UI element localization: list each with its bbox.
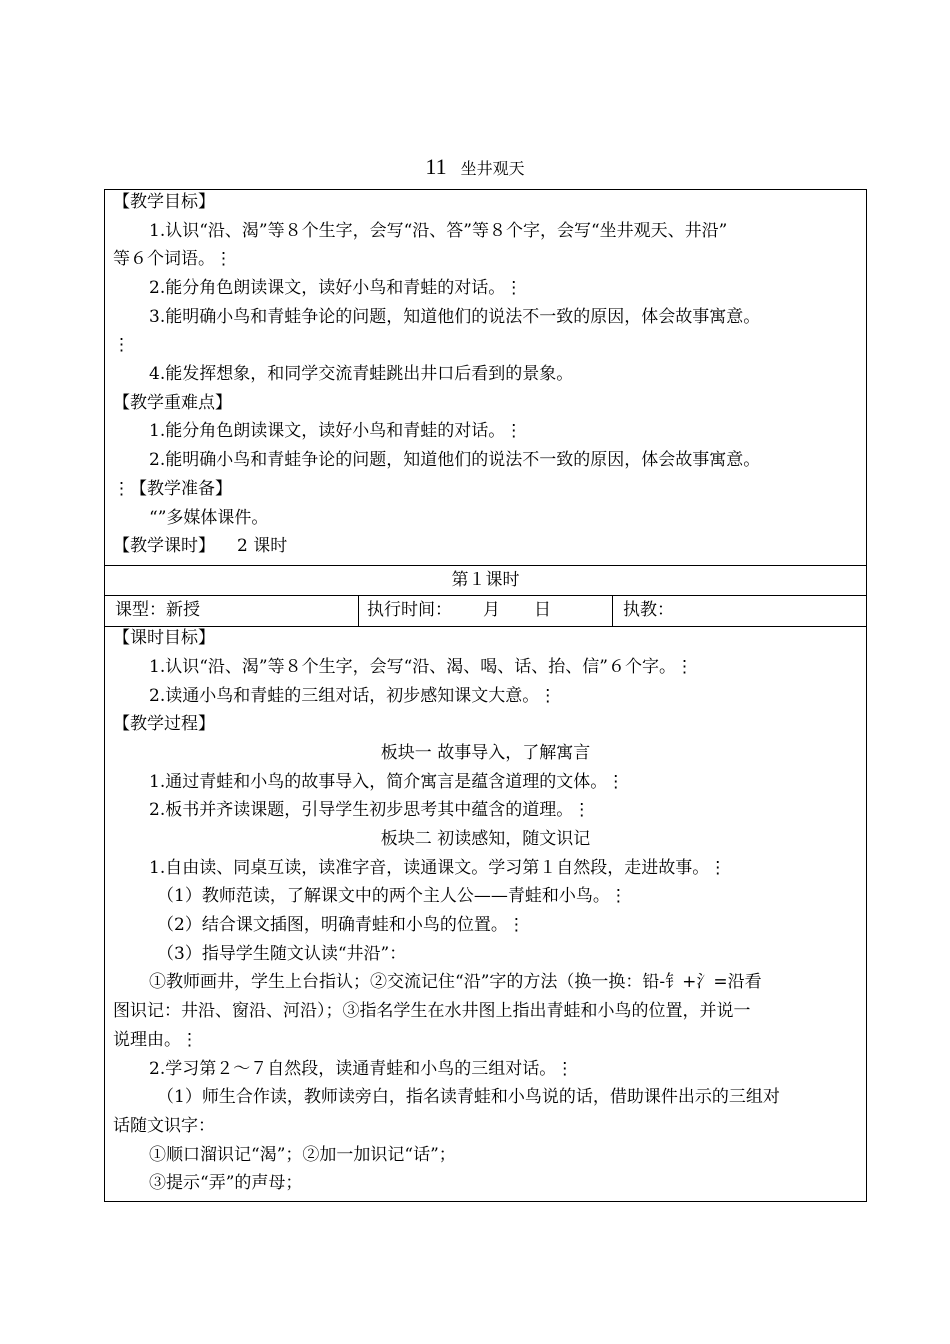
preparation-content: “”多媒体课件。 (149, 508, 269, 528)
block2-item2-sub-1-cont: 话随文识字： (113, 1116, 215, 1136)
block2-detail: ①教师画井，学生上台指认；②交流记住“沿”字的方法（换一换：铅-钅+氵=沿看 (149, 972, 762, 992)
objective-1-cont: 等６个词语。⋮ (113, 249, 232, 269)
lesson-objectives-heading: 【课时目标】 (113, 628, 215, 648)
lesson-number: 11 (425, 154, 447, 179)
block2-detail-cont: 说理由。⋮ (113, 1030, 198, 1050)
objectives-heading: 【教学目标】 (113, 192, 215, 212)
key-point-2: 2.能明确小鸟和青蛙争论的问题，知道他们的说法不一致的原因，体会故事寓意。 (149, 450, 761, 470)
day-label: 日 (534, 600, 551, 620)
objective-3-cont: ⋮ (113, 335, 130, 355)
block2-item-1: 1.自由读、同桌互读，读准字音，读通课文。学习第１自然段，走进故事。⋮ (149, 858, 727, 878)
key-points-heading: 【教学重难点】 (113, 393, 232, 413)
lesson-type: 课型：新授 (115, 600, 200, 620)
block2-item2-detail-1: ①顺口溜识记“渴”；②加一加识记“话”； (149, 1145, 456, 1165)
objective-2: 2.能分角色朗读课文，读好小鸟和青蛙的对话。⋮ (149, 278, 523, 298)
objective-3: 3.能明确小鸟和青蛙争论的问题，知道他们的说法不一致的原因，体会故事寓意。 (149, 307, 761, 327)
execution-time-label: 执行时间： (367, 600, 452, 620)
lesson-title: 坐井观天 (460, 159, 525, 178)
lesson-objective-2: 2.读通小鸟和青蛙的三组对话，初步感知课文大意。⋮ (149, 686, 557, 706)
teacher-label: 执教： (623, 600, 674, 620)
objective-4: 4.能发挥想象，和同学交流青蛙跳出井口后看到的景象。 (149, 364, 574, 384)
block2-item2-sub-1: （1）师生合作读，教师读旁白，指名读青蛙和小鸟说的话，借助课件出示的三组对 (157, 1087, 780, 1107)
month-label: 月 (483, 600, 500, 620)
hours-row (113, 532, 860, 560)
block2-sub-3: （3）指导学生随文认读“井沿”： (157, 944, 407, 964)
block1-item-1: 1.通过青蛙和小鸟的故事导入，简介寓言是蕴含道理的文体。⋮ (149, 772, 625, 792)
lesson-plan-table (104, 189, 867, 1202)
hours-heading: 【教学课时】 (113, 536, 215, 556)
lesson-objective-1: 1.认识“沿、渴”等８个生字，会写“沿、渴、喝、话、抬、信”６个字。⋮ (149, 657, 693, 677)
block1-title: 板块一 故事导入，了解寓言 (380, 743, 591, 763)
preparation-heading: ⋮【教学准备】 (113, 479, 232, 499)
block2-title: 板块二 初读感知，随文识记 (380, 829, 591, 849)
lesson1-header: 第１课时 (451, 570, 520, 590)
block2-sub-1: （1）教师范读，了解课文中的两个主人公——青蛙和小鸟。⋮ (157, 886, 627, 906)
hours-value: 2 课时 (237, 536, 288, 556)
block2-item-2: 2.学习第２～７自然段，读通青蛙和小鸟的三组对话。⋮ (149, 1059, 574, 1079)
key-point-1: 1.能分角色朗读课文，读好小鸟和青蛙的对话。⋮ (149, 421, 523, 441)
process-heading: 【教学过程】 (113, 714, 215, 734)
block1-item-2: 2.板书并齐读课题，引导学生初步思考其中蕴含的道理。⋮ (149, 800, 591, 820)
objective-1: 1.认识“沿、渴”等８个生字，会写“沿、答”等８个字，会写“坐井观天、井沿” (149, 221, 728, 241)
page-title (0, 152, 950, 184)
block2-sub-2: （2）结合课文插图，明确青蛙和小鸟的位置。⋮ (157, 915, 525, 935)
block2-detail-cont: 图识记：井沿、窗沿、河沿）；③指名学生在水井图上指出青蛙和小鸟的位置，并说一 (113, 1001, 751, 1021)
divider (612, 595, 613, 626)
divider (358, 595, 359, 626)
block2-item2-detail-2: ③提示“弄”的声母； (149, 1173, 303, 1193)
